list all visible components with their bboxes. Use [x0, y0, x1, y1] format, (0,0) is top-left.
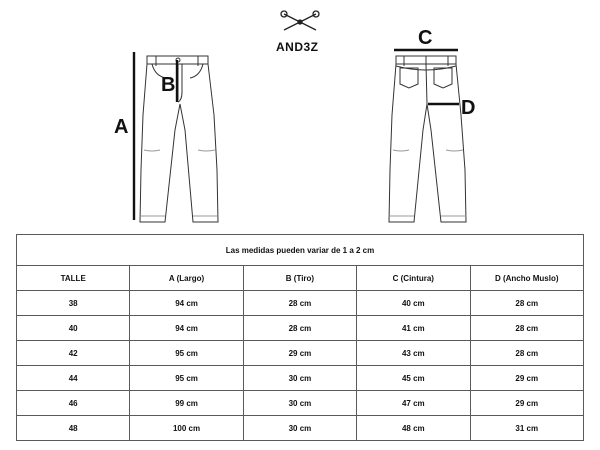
header-largo: A (Largo)	[130, 266, 243, 291]
header-ancho-muslo: D (Ancho Muslo)	[470, 266, 584, 291]
table-cell: 28 cm	[243, 291, 356, 316]
table-cell: 30 cm	[243, 391, 356, 416]
front-pants-drawing	[140, 56, 218, 222]
measure-c-label: C	[418, 27, 433, 49]
table-cell: 94 cm	[130, 291, 243, 316]
header-cintura: C (Cintura)	[357, 266, 470, 291]
table-cell: 100 cm	[130, 416, 243, 441]
table-cell: 47 cm	[357, 391, 470, 416]
table-cell: 41 cm	[357, 316, 470, 341]
table-cell: 94 cm	[130, 316, 243, 341]
table-cell: 45 cm	[357, 366, 470, 391]
measure-d-label: D	[461, 97, 476, 119]
table-cell: 40 cm	[357, 291, 470, 316]
table-cell: 48 cm	[357, 416, 470, 441]
table-cell: 28 cm	[470, 341, 584, 366]
table-cell: 28 cm	[243, 316, 356, 341]
table-cell: 31 cm	[470, 416, 584, 441]
table-cell: 29 cm	[243, 341, 356, 366]
table-cell: 40	[17, 316, 130, 341]
header-tiro: B (Tiro)	[243, 266, 356, 291]
table-cell: 95 cm	[130, 366, 243, 391]
table-row	[17, 391, 584, 416]
back-pants-drawing	[389, 56, 466, 222]
table-row	[17, 366, 584, 391]
size-chart-table	[16, 234, 584, 441]
table-cell: 28 cm	[470, 316, 584, 341]
header-talle: TALLE	[17, 266, 130, 291]
safety-pins-logo-icon	[281, 11, 319, 30]
measure-b-label: B	[161, 74, 176, 96]
table-cell: 44	[17, 366, 130, 391]
table-row	[17, 291, 584, 316]
table-cell: 42	[17, 341, 130, 366]
table-row	[17, 316, 584, 341]
table-cell: 30 cm	[243, 366, 356, 391]
table-row	[17, 416, 584, 441]
table-cell: 30 cm	[243, 416, 356, 441]
table-cell: 46	[17, 391, 130, 416]
table-cell: 99 cm	[130, 391, 243, 416]
table-cell: 29 cm	[470, 391, 584, 416]
table-cell: 38	[17, 291, 130, 316]
table-cell: 43 cm	[357, 341, 470, 366]
table-cell: 95 cm	[130, 341, 243, 366]
table-header-row	[17, 266, 584, 291]
table-cell: 48	[17, 416, 130, 441]
measure-a-label: A	[114, 116, 129, 138]
table-row	[17, 341, 584, 366]
brand-logo-text: AND3Z	[276, 40, 319, 54]
table-cell: 28 cm	[470, 291, 584, 316]
measurement-note: Las medidas pueden variar de 1 a 2 cm	[17, 235, 584, 266]
table-cell: 29 cm	[470, 366, 584, 391]
